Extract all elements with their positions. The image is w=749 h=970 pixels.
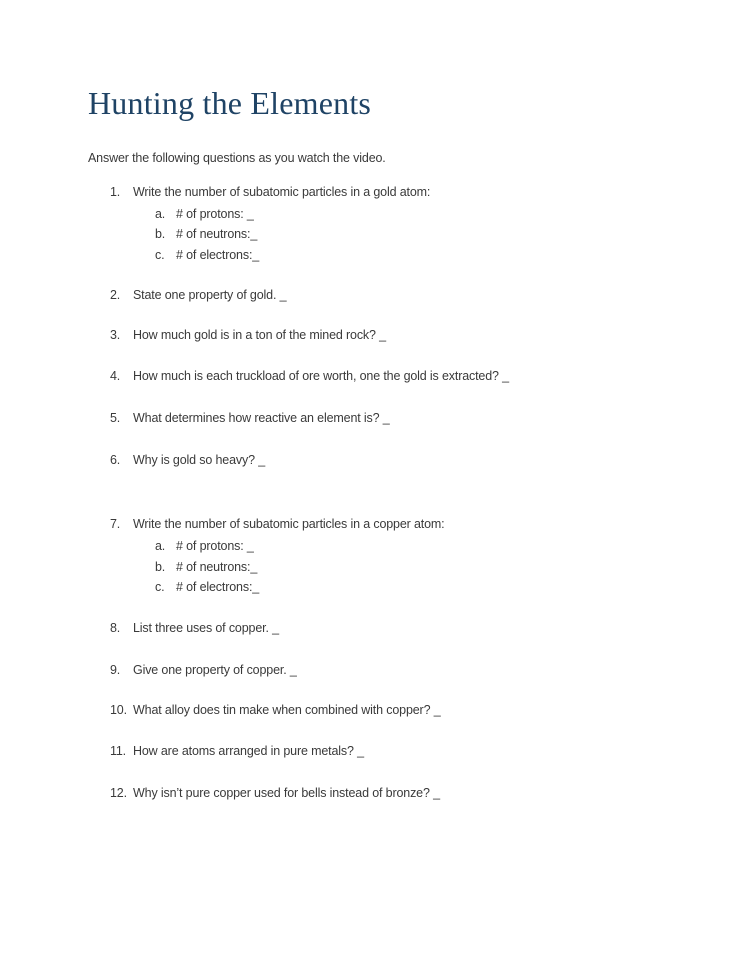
sub-item (155, 536, 254, 556)
question-item (110, 783, 440, 803)
sub-text: # of electrons:_ (176, 580, 260, 594)
question-number: 11. (110, 744, 126, 758)
sub-letter: b. (155, 560, 166, 574)
sub-text: # of protons: _ (176, 539, 254, 553)
question-text: What determines how reactive an element is? _ (133, 411, 390, 425)
question-number: 5. (110, 411, 121, 425)
sub-letter: b. (155, 227, 166, 241)
sub-letter: a. (155, 539, 166, 553)
question-number: 9. (110, 663, 121, 677)
question-number: 2. (110, 288, 121, 302)
question-item (110, 366, 509, 386)
sub-letter: c. (155, 580, 165, 594)
question-item (110, 450, 265, 470)
intro-text: Answer the following questions as you watch the video. (88, 151, 386, 165)
question-text: Write the number of subatomic particles in a gold atom: (133, 185, 431, 199)
question-text: State one property of gold. _ (133, 288, 287, 302)
question-number: 7. (110, 517, 121, 531)
sub-text: # of electrons:_ (176, 248, 260, 262)
question-item (110, 618, 279, 638)
question-text: How much is each truckload of ore worth, one the gold is extracted? _ (133, 369, 509, 383)
question-number: 6. (110, 453, 121, 467)
question-item (110, 182, 430, 202)
question-text: Give one property of copper. _ (133, 663, 297, 677)
sub-item (155, 224, 257, 244)
sub-item (155, 577, 259, 597)
question-number: 4. (110, 369, 121, 383)
question-number: 8. (110, 621, 121, 635)
question-item (110, 514, 445, 534)
sub-item (155, 557, 257, 577)
question-number: 12. (110, 786, 127, 800)
question-number: 3. (110, 328, 121, 342)
sub-letter: a. (155, 207, 166, 221)
question-text: What alloy does tin make when combined with copper? _ (133, 703, 441, 717)
question-item (110, 325, 386, 345)
question-item (110, 408, 390, 428)
question-text: Why is gold so heavy? _ (133, 453, 266, 467)
question-text: List three uses of copper. _ (133, 621, 279, 635)
sub-item (155, 245, 259, 265)
question-text: How much gold is in a ton of the mined rock? _ (133, 328, 386, 342)
sub-letter: c. (155, 248, 165, 262)
question-item (110, 700, 441, 720)
page-title: Hunting the Elements (88, 85, 372, 121)
sub-text: # of neutrons:_ (176, 560, 258, 574)
question-text: How are atoms arranged in pure metals? _ (133, 744, 364, 758)
sub-text: # of neutrons:_ (176, 227, 258, 241)
question-text: Write the number of subatomic particles in a copper atom: (133, 517, 445, 531)
sub-text: # of protons: _ (176, 207, 254, 221)
question-item (110, 660, 297, 680)
question-item (110, 285, 286, 305)
sub-item (155, 204, 254, 224)
question-number: 1. (110, 185, 121, 199)
question-number: 10. (110, 703, 127, 717)
question-text: Why isn’t pure copper used for bells instead of bronze? _ (133, 786, 440, 800)
question-item (110, 741, 364, 761)
